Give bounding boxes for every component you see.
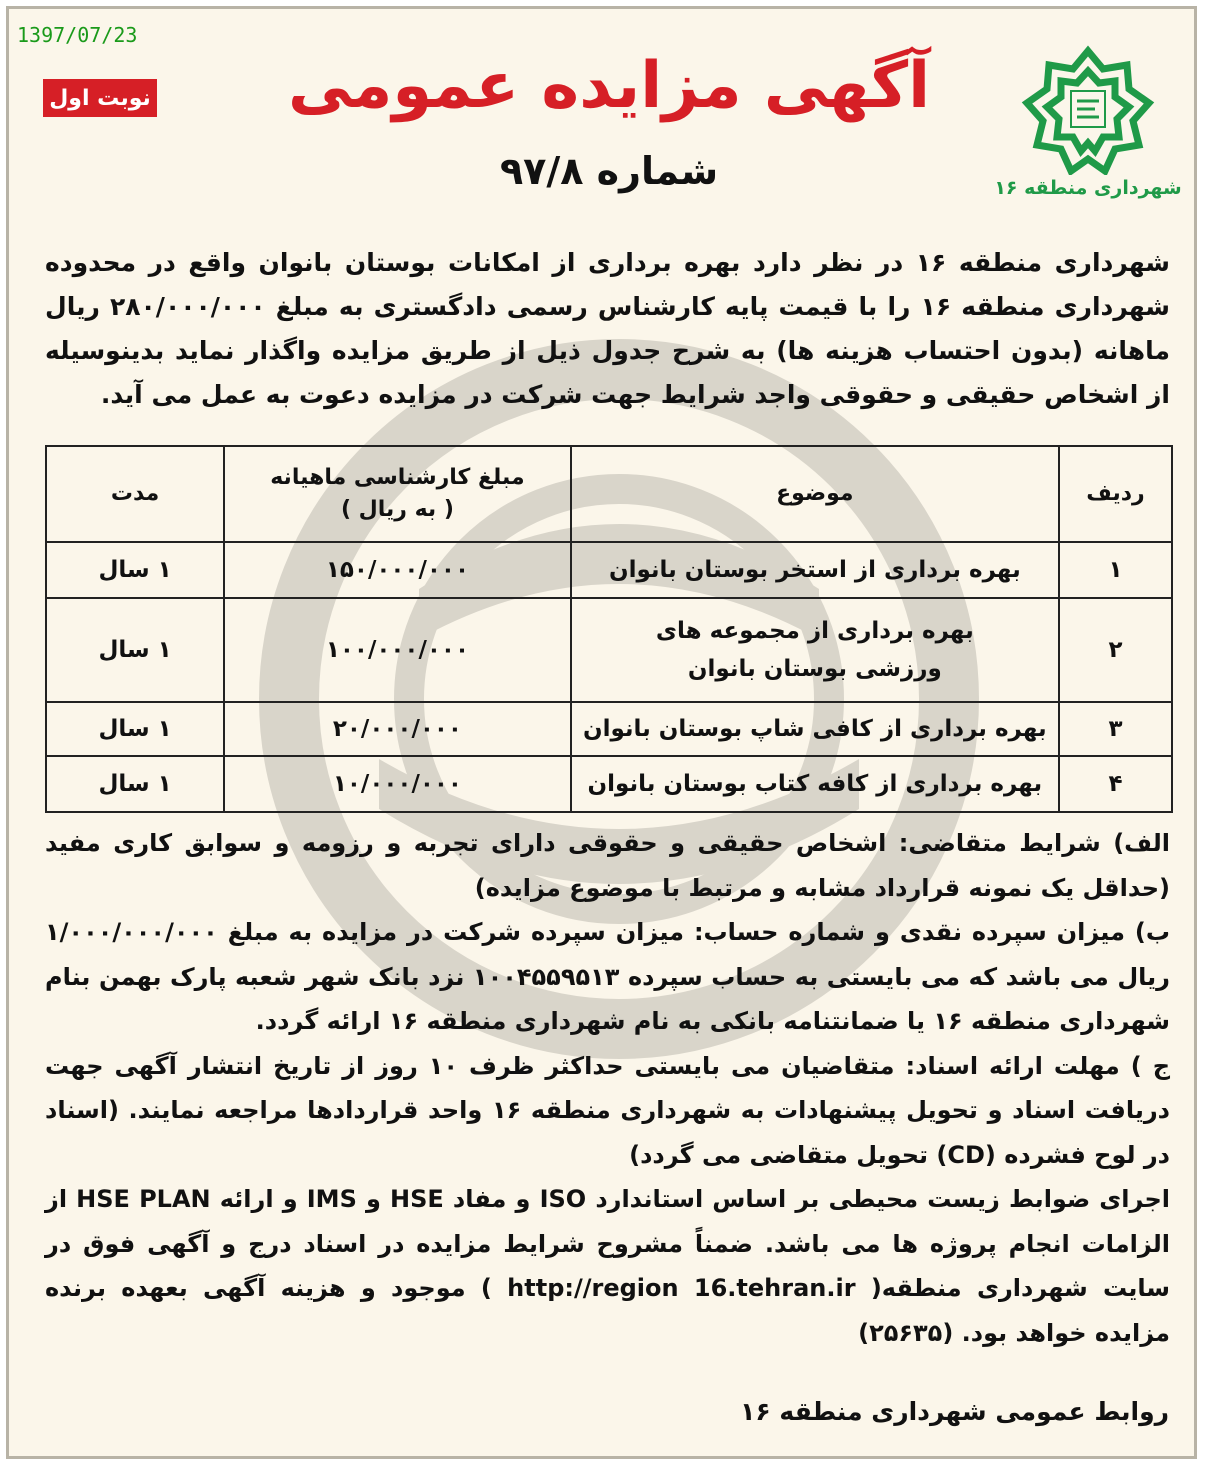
- condition-b: ب) میزان سپرده نقدی و شماره حساب: میزان سپرده شرکت در مزایده به مبلغ ۱/۰۰۰/۰۰۰/۰۰۰ ریال می باشد که می بایستی به حساب سپرده ۱۰۰۴۵۵۹۵۱۳ نزد بانک شهر شعبه پارک بهمن بنام شهرداری منطقه ۱۶ یا ضمانتنامه بانکی به نام شهرداری منطقه ۱۶ ارائه گردد.: [45, 918, 1170, 1035]
- header-amount-line2: ( به ریال ): [340, 497, 454, 522]
- table-header-row: [46, 446, 1172, 542]
- cell-duration: ۱ سال: [46, 542, 224, 598]
- cell-amount: ۱۰۰/۰۰۰/۰۰۰: [224, 598, 571, 702]
- condition-a: الف) شرایط متقاضی: اشخاص حقیقی و حقوقی دارای تجربه و رزومه و سوابق کاری مفید (حداقل یک نمونه قرارداد مشابه و مرتبط با موضوع مزایده): [45, 829, 1170, 902]
- cell-amount: ۱۰/۰۰۰/۰۰۰: [224, 756, 571, 812]
- municipality-logo-icon: [1019, 45, 1157, 175]
- cell-subject: بهره برداری از کافی شاپ بوستان بانوان: [571, 702, 1059, 756]
- notice-number: شماره ۹۷/۸: [499, 149, 719, 193]
- cell-duration: ۱ سال: [46, 756, 224, 812]
- logo-caption: شهرداری منطقه ۱۶: [994, 177, 1182, 199]
- header-subject: موضوع: [571, 446, 1059, 542]
- cell-duration: ۱ سال: [46, 702, 224, 756]
- date-stamp: 1397/07/23: [17, 23, 138, 47]
- intro-paragraph: شهرداری منطقه ۱۶ در نظر دارد بهره برداری از امکانات بوستان بانوان واقع در محدوده شهرداری منطقه ۱۶ را با قیمت پایه کارشناس رسمی دادگستری به مبلغ ۲۸۰/۰۰۰/۰۰۰ ریال ماهانه (بدون احتساب هزینه ها) به شرح جدول ذیل از طریق مزایده واگذار نماید بدینوسیله از اشخاص حقیقی و حقوقی واجد شرایط جهت شرکت در مزایده دعوت به عمل می آید.: [45, 248, 1170, 409]
- header-amount: [224, 446, 571, 542]
- cell-duration: ۱ سال: [46, 598, 224, 702]
- conditions-section: [45, 821, 1170, 1355]
- cell-subject: بهره برداری از استخر بوستان بانوان: [571, 542, 1059, 598]
- header-amount-line1: مبلغ کارشناسی ماهیانه: [270, 465, 525, 490]
- items-table: [45, 445, 1173, 813]
- cell-row-number: ۴: [1059, 756, 1172, 812]
- header-duration: مدت: [46, 446, 224, 542]
- condition-c: ج ) مهلت ارائه اسناد: متقاضیان می بایستی حداکثر ظرف ۱۰ روز از تاریخ انتشار آگهی جهت دریافت اسناد و تحویل پیشنهادات به شهرداری منطقه ۱۶ واحد قراردادها مراجعه نمایند. (اسناد در لوح فشرده (CD) تحویل متقاضی می گردد): [45, 1051, 1171, 1169]
- table-row: [46, 542, 1172, 598]
- header-row-number: ردیف: [1059, 446, 1172, 542]
- table-row: [46, 756, 1172, 812]
- cell-row-number: ۲: [1059, 598, 1172, 702]
- cell-subject: بهره برداری از مجموعه های ورزشی بوستان بانوان: [571, 598, 1059, 702]
- table-row: [46, 598, 1172, 702]
- cell-amount: ۲۰/۰۰۰/۰۰۰: [224, 702, 571, 756]
- footer-signature: روابط عمومی شهرداری منطقه ۱۶: [740, 1397, 1169, 1426]
- publication-round-badge: نوبت اول: [43, 79, 157, 117]
- cell-amount: ۱۵۰/۰۰۰/۰۰۰: [224, 542, 571, 598]
- page-title: آگهی مزایده عمومی: [288, 49, 930, 123]
- condition-d: اجرای ضوابط زیست محیطی بر اساس استاندارد ISO و مفاد HSE و IMS و ارائه HSE PLAN از الزامات انجام پروژه ها می باشد. ضمناً مشروح شرایط مزایده در اسناد درج و آگهی فوق در سایت شهرداری منطقه( http://region 16.tehran.ir ) موجود و هزینه آگهی بعهده برنده مزایده خواهد بود. (۲۵۶۳۵): [45, 1185, 1170, 1347]
- cell-subject: بهره برداری از کافه کتاب بوستان بانوان: [571, 756, 1059, 812]
- notice-page: [6, 6, 1197, 1459]
- cell-row-number: ۱: [1059, 542, 1172, 598]
- table-row: [46, 702, 1172, 756]
- cell-row-number: ۳: [1059, 702, 1172, 756]
